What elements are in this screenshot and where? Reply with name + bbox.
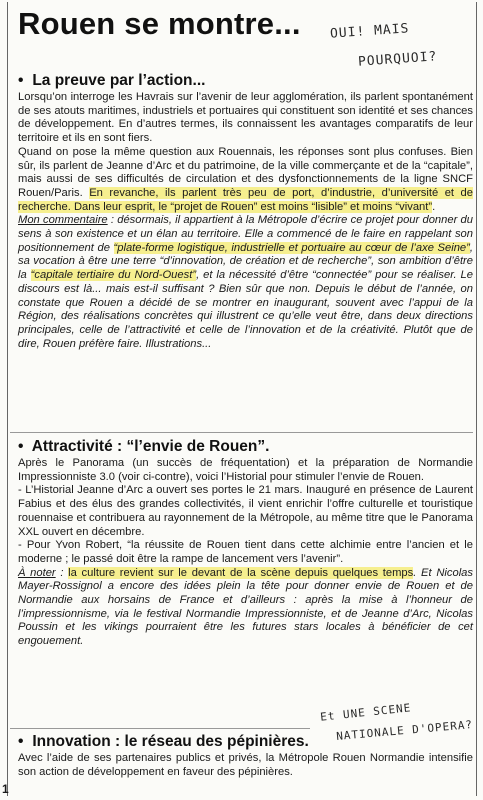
section-heading xyxy=(18,72,473,90)
section-innovation xyxy=(18,733,473,779)
commentary-label: Mon commentaire xyxy=(18,214,108,227)
paragraph xyxy=(18,539,473,566)
paragraph: Après le Panorama (un succès de fréquentation) et la préparation de Normandie Impressionniste 3.0 (voir ci-contre), voici l’Historial pour stimuler l’envie de Rouen. xyxy=(18,457,473,483)
handwritten-note-mid-1: Et UNE SCENE xyxy=(319,701,412,724)
highlighted-text: “capitale tertiaire du Nord-Ouest” xyxy=(30,269,197,282)
section-attractivite xyxy=(18,438,473,649)
commentary-paragraph xyxy=(18,214,473,351)
section-divider xyxy=(10,728,310,729)
paragraph: Lorsqu’on interroge les Havrais sur l’avenir de leur agglomération, ils parlent spontanément de ses atouts maritimes, industriels et portuaires qui constituent son identité et ses chances de développement. En d’autres termes, ils connaissent les avantages comparatifs de leur territoire et ils en sont fiers. xyxy=(18,91,473,145)
paragraph xyxy=(18,146,473,215)
text-run: , sa vocation à être une terre “d’innovation, de création et de recherche”, son ambition d’être la xyxy=(18,241,473,282)
text-run: . xyxy=(432,200,436,213)
text-run: : désormais, il appartient à la Métropole d’écrire ce projet pour donner du sens à son existence et un élan au territoire. Elle a commencé de le faire en rappelant son positionnement de xyxy=(18,214,473,254)
text-run xyxy=(18,539,473,565)
text-run: Quand on pose la même question aux Rouennais, les réponses sont plus confuses. Bien sûr, ils parlent de Jeanne d’Arc et du patrimoine, de la ville commerçante et de la “capitale”, mais aussi de ses difficultés de circulation et des dysfonctionnements de la ligne SNCF Rouen/Paris. xyxy=(18,145,473,199)
section-preuve xyxy=(18,72,473,351)
text-run: . Et Nicolas Mayer-Rossignol a encore des idées plein la tête pour donner envie de Rouen et de Normandie aux horsains de France et d’ailleurs : après la mise à l’honneur de l’impressionnisme, via le festival Normandie Impressionniste, et de Jeanne d’Arc, Nicolas Poussin et les vikings pourraient être les futures stars locales à bénéficier de cet engouement. xyxy=(18,566,474,648)
page-title: Rouen se montre... xyxy=(18,6,301,41)
highlighted-text: “plate-forme logistique, industrielle et portuaire au cœur de l’axe Seine” xyxy=(113,241,470,254)
heading-text: Innovation : le réseau des pépinières. xyxy=(32,733,309,750)
note-label: À noter xyxy=(18,566,56,579)
highlighted-text: la culture revient sur le devant de la scène depuis quelques temps xyxy=(68,566,414,579)
quote-text: - Pour Yvon Robert, “la réussite de Rouen tient dans cette alchimie entre l’ancien et le moderne ; le passé doit être la rampe de lancement vers l’avenir”. xyxy=(18,539,473,565)
page-number: 1 xyxy=(2,782,9,796)
bullet-icon: • xyxy=(18,438,24,455)
paragraph: - L’Historial Jeanne d’Arc a ouvert ses portes le 21 mars. Inauguré en présence de Laurent Fabius et des élus des grandes collectivités, il vient enrichir l’offre culturelle et touristique rouennaise et contribuera au rayonnement de la Métropole, au même titre que le Panorama XXL ouvert en décembre. xyxy=(18,484,473,538)
highlighted-text: En revanche, ils parlent très peu de port, d’industrie, d’université et de recherche. Dans leur esprit, le “projet de Rouen” est moins “lisible” et moins “vivant” xyxy=(18,186,473,213)
handwritten-note-top-2: POURQUOI? xyxy=(357,49,438,70)
section-heading xyxy=(18,438,473,456)
bullet-icon: • xyxy=(18,733,24,750)
bullet-icon: • xyxy=(18,72,24,89)
text-run: : xyxy=(55,566,69,579)
section-heading xyxy=(18,733,473,751)
heading-text: La preuve par l’action... xyxy=(32,72,206,89)
section-divider xyxy=(10,432,473,433)
heading-text: Attractivité : “l’envie de Rouen”. xyxy=(31,438,270,455)
note-paragraph xyxy=(18,567,473,649)
handwritten-note-top-1: OUI! MAIS xyxy=(329,21,410,42)
handwritten-note-mid-2: NATIONALE D'OPERA? xyxy=(335,718,474,743)
text-run: , et la nécessité d’être “connectée” pour se réaliser. Le discours est là... mais est-il suffisant ? Bien sûr que non. Depuis le début de l’année, on constate que Rouen a décidé de se montrer en inaugurant, souvent avec l’appui de la Région, des réalisations concrètes qui illustrent ce qu’elle veut être, dans deux directions principales, celle de l’attractivité et celle de l’innovation et de la créativité. Plutôt que de dire, Rouen préfère faire. Illustrations... xyxy=(18,269,473,350)
paragraph: Avec l’aide de ses partenaires publics et privés, la Métropole Rouen Normandie intensifie son action de développement en faveur des pépinières. xyxy=(18,752,473,778)
